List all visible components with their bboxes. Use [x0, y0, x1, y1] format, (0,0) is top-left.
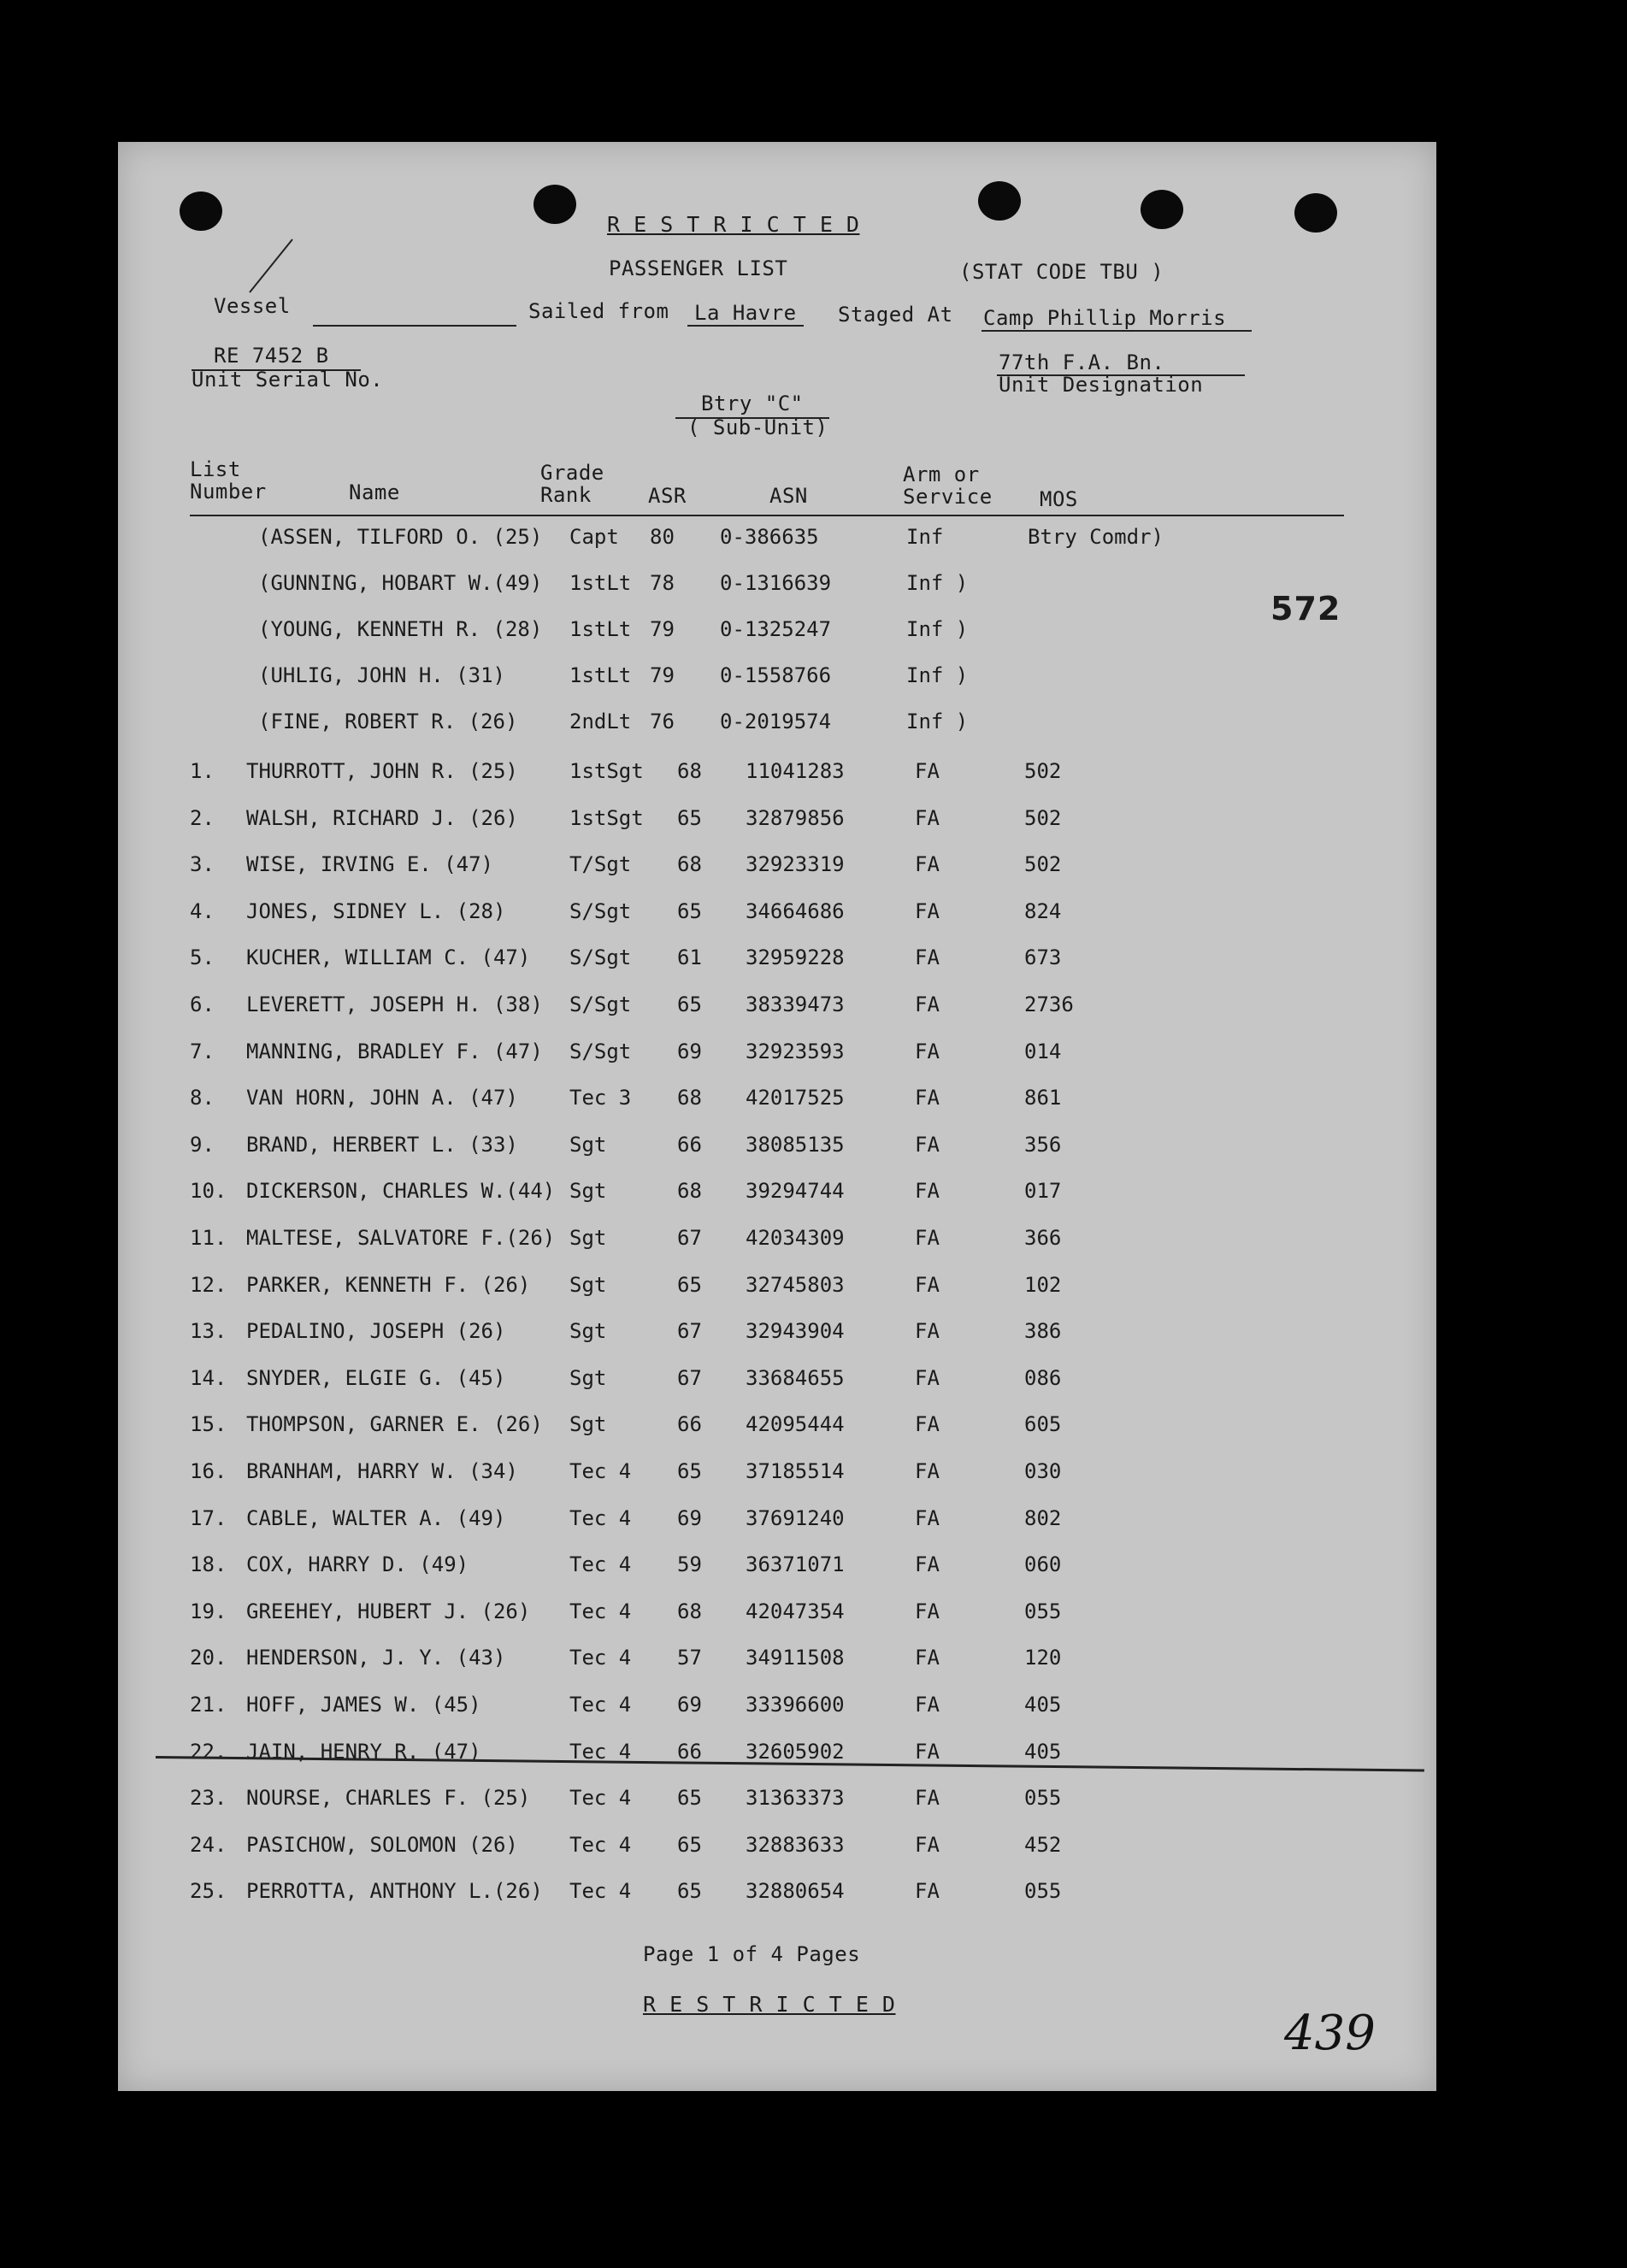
enlisted-mos: 502 — [1024, 759, 1062, 783]
enlisted-asr: 69 — [677, 1505, 702, 1530]
enlisted-arm: FA — [915, 1693, 940, 1717]
enlisted-arm: FA — [915, 805, 940, 830]
enlisted-grade: Tec 4 — [569, 1879, 632, 1904]
enlisted-name: THOMPSON, GARNER E. (26) — [246, 1412, 543, 1437]
enlisted-row — [118, 1599, 1436, 1637]
document-title: PASSENGER LIST — [609, 256, 788, 280]
col-mos: MOS — [1040, 487, 1078, 511]
enlisted-asr: 68 — [677, 852, 702, 877]
officer-arm: Inf ) — [906, 663, 969, 687]
enlisted-mos: 452 — [1024, 1832, 1062, 1857]
officer-asr: 80 — [650, 525, 675, 549]
stat-code: (STAT CODE TBU ) — [959, 260, 1164, 284]
col-arm-service: Arm or Service — [903, 462, 993, 509]
enlisted-asr: 68 — [677, 1599, 702, 1623]
enlisted-arm: FA — [915, 1226, 940, 1250]
enlisted-asr: 67 — [677, 1319, 702, 1344]
pencil-tick-mark — [246, 236, 298, 296]
enlisted-num: 15. — [190, 1412, 227, 1437]
enlisted-row — [118, 1273, 1436, 1311]
enlisted-asn: 32923319 — [746, 852, 845, 877]
enlisted-num: 9. — [190, 1132, 215, 1157]
enlisted-arm: FA — [915, 1739, 940, 1764]
enlisted-name: DICKERSON, CHARLES W.(44) — [246, 1179, 556, 1204]
officer-asn: 0-1316639 — [720, 571, 832, 595]
officer-asn: 0-1558766 — [720, 663, 832, 687]
officer-arm: Inf ) — [906, 571, 969, 595]
col-asr: ASR — [648, 484, 687, 508]
enlisted-grade: Tec 4 — [569, 1459, 632, 1483]
unit-designation-label: Unit Designation — [999, 373, 1204, 397]
enlisted-arm: FA — [915, 1599, 940, 1623]
enlisted-mos: 386 — [1024, 1319, 1062, 1344]
enlisted-mos: 014 — [1024, 1039, 1062, 1063]
enlisted-mos: 120 — [1024, 1646, 1062, 1670]
enlisted-grade: 1stSgt — [569, 805, 644, 830]
enlisted-asr: 69 — [677, 1039, 702, 1063]
sailed-label: Sailed from — [528, 299, 669, 323]
enlisted-name: MANNING, BRADLEY F. (47) — [246, 1039, 543, 1063]
officer-arm: Inf ) — [906, 710, 969, 733]
enlisted-arm: FA — [915, 1786, 940, 1811]
vessel-blank-line — [313, 325, 516, 327]
officer-grade: 1stLt — [569, 617, 632, 641]
enlisted-arm: FA — [915, 1459, 940, 1483]
enlisted-grade: Sgt — [569, 1412, 607, 1437]
enlisted-asr: 61 — [677, 945, 702, 970]
enlisted-grade: Sgt — [569, 1226, 607, 1250]
enlisted-asr: 66 — [677, 1412, 702, 1437]
enlisted-name: PEDALINO, JOSEPH (26) — [246, 1319, 506, 1344]
enlisted-arm: FA — [915, 852, 940, 877]
enlisted-asn: 37185514 — [746, 1459, 845, 1483]
unit-designation-value: 77th F.A. Bn. — [999, 351, 1165, 374]
enlisted-asr: 65 — [677, 1459, 702, 1483]
enlisted-asn: 11041283 — [746, 759, 845, 783]
enlisted-mos: 861 — [1024, 1086, 1062, 1110]
enlisted-arm: FA — [915, 993, 940, 1016]
enlisted-asn: 42034309 — [746, 1226, 845, 1250]
enlisted-asn: 42047354 — [746, 1599, 845, 1623]
enlisted-num: 25. — [190, 1879, 227, 1904]
enlisted-num: 14. — [190, 1365, 227, 1390]
enlisted-asn: 32923593 — [746, 1039, 845, 1063]
enlisted-asn: 32943904 — [746, 1319, 845, 1344]
officer-asr: 79 — [650, 663, 675, 687]
enlisted-name: SNYDER, ELGIE G. (45) — [246, 1365, 506, 1390]
officer-grade: 2ndLt — [569, 710, 632, 733]
enlisted-num: 23. — [190, 1786, 227, 1811]
enlisted-num: 6. — [190, 993, 215, 1016]
enlisted-row — [118, 993, 1436, 1030]
enlisted-num: 4. — [190, 898, 215, 923]
col-list-number: List Number — [190, 457, 267, 504]
enlisted-asn: 36371071 — [746, 1552, 845, 1577]
enlisted-asr: 65 — [677, 1832, 702, 1857]
enlisted-grade: Tec 4 — [569, 1552, 632, 1577]
enlisted-arm: FA — [915, 1039, 940, 1063]
officer-name: (YOUNG, KENNETH R. (28) — [258, 617, 543, 641]
officer-row — [118, 617, 1436, 655]
enlisted-asn: 32879856 — [746, 805, 845, 830]
officer-row — [118, 710, 1436, 747]
enlisted-arm: FA — [915, 1132, 940, 1157]
enlisted-arm: FA — [915, 1505, 940, 1530]
enlisted-asr: 69 — [677, 1693, 702, 1717]
enlisted-grade: T/Sgt — [569, 852, 632, 877]
enlisted-num: 19. — [190, 1599, 227, 1623]
officer-name: (FINE, ROBERT R. (26) — [258, 710, 518, 733]
enlisted-row — [118, 945, 1436, 983]
enlisted-name: PARKER, KENNETH F. (26) — [246, 1272, 531, 1297]
officer-asn: 0-1325247 — [720, 617, 832, 641]
enlisted-asr: 68 — [677, 759, 702, 783]
enlisted-num: 1. — [190, 759, 215, 783]
enlisted-grade: Tec 4 — [569, 1786, 632, 1811]
enlisted-grade: Tec 4 — [569, 1646, 632, 1670]
enlisted-row — [118, 1459, 1436, 1497]
officer-row — [118, 663, 1436, 701]
enlisted-asn: 33684655 — [746, 1365, 845, 1390]
enlisted-num: 17. — [190, 1505, 227, 1530]
enlisted-grade: 1stSgt — [569, 759, 644, 783]
enlisted-row — [118, 852, 1436, 890]
enlisted-asr: 65 — [677, 1879, 702, 1904]
officer-asr: 78 — [650, 571, 675, 595]
enlisted-mos: 030 — [1024, 1459, 1062, 1483]
enlisted-asr: 68 — [677, 1086, 702, 1110]
enlisted-grade: Tec 4 — [569, 1599, 632, 1623]
punch-hole — [1294, 193, 1337, 233]
enlisted-mos: 2736 — [1024, 993, 1074, 1016]
enlisted-asn: 38085135 — [746, 1132, 845, 1157]
enlisted-asn: 32745803 — [746, 1272, 845, 1297]
enlisted-grade: Tec 4 — [569, 1832, 632, 1857]
enlisted-asr: 66 — [677, 1132, 702, 1157]
officer-grade: 1stLt — [569, 571, 632, 595]
enlisted-grade: Sgt — [569, 1132, 607, 1157]
enlisted-mos: 802 — [1024, 1505, 1062, 1530]
enlisted-row — [118, 899, 1436, 937]
enlisted-name: PERROTTA, ANTHONY L.(26) — [246, 1879, 543, 1904]
enlisted-mos: 055 — [1024, 1879, 1062, 1904]
enlisted-asn: 38339473 — [746, 993, 845, 1016]
enlisted-row — [118, 1506, 1436, 1544]
enlisted-asr: 67 — [677, 1365, 702, 1390]
enlisted-arm: FA — [915, 1646, 940, 1670]
enlisted-name: GREEHEY, HUBERT J. (26) — [246, 1599, 531, 1623]
enlisted-grade: S/Sgt — [569, 993, 632, 1016]
enlisted-name: KUCHER, WILLIAM C. (47) — [246, 945, 531, 970]
enlisted-num: 18. — [190, 1552, 227, 1577]
sub-unit-label: ( Sub-Unit) — [687, 415, 828, 439]
enlisted-asn: 31363373 — [746, 1786, 845, 1811]
col-name: Name — [349, 480, 400, 504]
enlisted-row — [118, 1693, 1436, 1730]
enlisted-name: HOFF, JAMES W. (45) — [246, 1693, 481, 1717]
officer-asn: 0-2019574 — [720, 710, 832, 733]
enlisted-arm: FA — [915, 1879, 940, 1904]
enlisted-num: 12. — [190, 1272, 227, 1297]
enlisted-num: 21. — [190, 1693, 227, 1717]
officer-name: (GUNNING, HOBART W.(49) — [258, 571, 543, 595]
enlisted-asr: 59 — [677, 1552, 702, 1577]
enlisted-name: WISE, IRVING E. (47) — [246, 852, 493, 877]
officer-asr: 76 — [650, 710, 675, 733]
enlisted-asn: 39294744 — [746, 1179, 845, 1204]
enlisted-grade: Sgt — [569, 1179, 607, 1204]
punch-hole — [180, 191, 222, 231]
enlisted-asn: 32880654 — [746, 1879, 845, 1904]
document-sheet — [118, 142, 1436, 2091]
enlisted-num: 13. — [190, 1319, 227, 1344]
enlisted-mos: 405 — [1024, 1739, 1062, 1764]
enlisted-num: 20. — [190, 1646, 227, 1670]
officer-asr: 79 — [650, 617, 675, 641]
sub-unit-value: Btry "C" — [701, 392, 804, 415]
enlisted-grade: Sgt — [569, 1365, 607, 1390]
enlisted-name: JONES, SIDNEY L. (28) — [246, 898, 506, 923]
officer-grade: 1stLt — [569, 663, 632, 687]
enlisted-asr: 65 — [677, 805, 702, 830]
enlisted-row — [118, 1552, 1436, 1590]
enlisted-row — [118, 1086, 1436, 1123]
punch-hole — [978, 181, 1021, 221]
officer-arm: Inf ) — [906, 617, 969, 641]
enlisted-name: NOURSE, CHARLES F. (25) — [246, 1786, 531, 1811]
unit-serial-value: RE 7452 B — [214, 344, 329, 368]
enlisted-name: VAN HORN, JOHN A. (47) — [246, 1086, 518, 1110]
enlisted-asn: 37691240 — [746, 1505, 845, 1530]
enlisted-grade: Sgt — [569, 1272, 607, 1297]
enlisted-asr: 65 — [677, 993, 702, 1016]
enlisted-grade: S/Sgt — [569, 1039, 632, 1063]
enlisted-asr: 67 — [677, 1226, 702, 1250]
enlisted-mos: 605 — [1024, 1412, 1062, 1437]
enlisted-mos: 673 — [1024, 945, 1062, 970]
punch-hole — [1141, 190, 1183, 229]
enlisted-asn: 42017525 — [746, 1086, 845, 1110]
officer-name: (ASSEN, TILFORD O. (25) — [258, 525, 543, 549]
officer-arm: Inf — [906, 525, 944, 549]
enlisted-row — [118, 1319, 1436, 1357]
enlisted-mos: 405 — [1024, 1693, 1062, 1717]
enlisted-num: 24. — [190, 1832, 227, 1857]
enlisted-mos: 017 — [1024, 1179, 1062, 1204]
enlisted-mos: 824 — [1024, 898, 1062, 923]
vessel-label: Vessel — [214, 294, 291, 318]
staged-value: Camp Phillip Morris — [982, 306, 1252, 332]
enlisted-asr: 66 — [677, 1739, 702, 1764]
col-asn: ASN — [769, 484, 808, 508]
enlisted-grade: Tec 4 — [569, 1693, 632, 1717]
enlisted-arm: FA — [915, 1319, 940, 1344]
punch-hole — [533, 185, 576, 224]
enlisted-name: LEVERETT, JOSEPH H. (38) — [246, 993, 543, 1016]
enlisted-grade: Sgt — [569, 1319, 607, 1344]
enlisted-row — [118, 1786, 1436, 1823]
enlisted-name: CABLE, WALTER A. (49) — [246, 1505, 506, 1530]
enlisted-asr: 65 — [677, 1272, 702, 1297]
enlisted-grade: Tec 4 — [569, 1739, 632, 1764]
enlisted-asr: 65 — [677, 1786, 702, 1811]
enlisted-num: 7. — [190, 1039, 215, 1063]
enlisted-asr: 57 — [677, 1646, 702, 1670]
enlisted-num: 5. — [190, 945, 215, 970]
enlisted-row — [118, 1879, 1436, 1917]
enlisted-name: THURROTT, JOHN R. (25) — [246, 759, 518, 783]
enlisted-row — [118, 1833, 1436, 1870]
enlisted-arm: FA — [915, 1552, 940, 1577]
enlisted-row — [118, 1133, 1436, 1170]
enlisted-asn: 33396600 — [746, 1693, 845, 1717]
enlisted-mos: 366 — [1024, 1226, 1062, 1250]
enlisted-num: 16. — [190, 1459, 227, 1483]
enlisted-asn: 34664686 — [746, 898, 845, 923]
enlisted-name: BRAND, HERBERT L. (33) — [246, 1132, 518, 1157]
enlisted-name: JAIN, HENRY R. (47) — [246, 1739, 481, 1764]
enlisted-grade: S/Sgt — [569, 945, 632, 970]
enlisted-row — [118, 1226, 1436, 1264]
enlisted-arm: FA — [915, 898, 940, 923]
enlisted-asn: 32605902 — [746, 1739, 845, 1764]
enlisted-arm: FA — [915, 1412, 940, 1437]
enlisted-row — [118, 1646, 1436, 1683]
stamp-number: 572 — [1270, 590, 1341, 627]
header-rule — [190, 515, 1344, 516]
officer-row — [118, 525, 1436, 563]
enlisted-mos: 055 — [1024, 1786, 1062, 1811]
enlisted-num: 10. — [190, 1179, 227, 1204]
enlisted-mos: 086 — [1024, 1365, 1062, 1390]
enlisted-row — [118, 1179, 1436, 1216]
officer-row — [118, 571, 1436, 609]
enlisted-asn: 32959228 — [746, 945, 845, 970]
enlisted-num: 8. — [190, 1086, 215, 1110]
enlisted-name: BRANHAM, HARRY W. (34) — [246, 1459, 518, 1483]
enlisted-asn: 32883633 — [746, 1832, 845, 1857]
restricted-footer: R E S T R I C T E D — [643, 1992, 896, 2017]
officer-asn: 0-386635 — [720, 525, 819, 549]
enlisted-arm: FA — [915, 945, 940, 970]
enlisted-grade: S/Sgt — [569, 898, 632, 923]
enlisted-arm: FA — [915, 1272, 940, 1297]
staged-label: Staged At — [838, 303, 953, 327]
enlisted-name: COX, HARRY D. (49) — [246, 1552, 469, 1577]
enlisted-num: 3. — [190, 852, 215, 877]
enlisted-num: 22. — [190, 1739, 227, 1764]
officer-grade: Capt — [569, 525, 619, 549]
unit-serial-label: Unit Serial No. — [192, 368, 384, 392]
enlisted-arm: FA — [915, 1832, 940, 1857]
officer-name: (UHLIG, JOHN H. (31) — [258, 663, 505, 687]
enlisted-arm: FA — [915, 1365, 940, 1390]
enlisted-mos: 060 — [1024, 1552, 1062, 1577]
enlisted-mos: 102 — [1024, 1272, 1062, 1297]
enlisted-row — [118, 1040, 1436, 1077]
enlisted-arm: FA — [915, 759, 940, 783]
enlisted-num: 11. — [190, 1226, 227, 1250]
enlisted-arm: FA — [915, 1179, 940, 1204]
enlisted-mos: 055 — [1024, 1599, 1062, 1623]
enlisted-asr: 68 — [677, 1179, 702, 1204]
enlisted-arm: FA — [915, 1086, 940, 1110]
enlisted-name: MALTESE, SALVATORE F.(26) — [246, 1226, 556, 1250]
enlisted-asn: 42095444 — [746, 1412, 845, 1437]
enlisted-mos: 356 — [1024, 1132, 1062, 1157]
enlisted-asr: 65 — [677, 898, 702, 923]
enlisted-row — [118, 1412, 1436, 1450]
enlisted-name: HENDERSON, J. Y. (43) — [246, 1646, 506, 1670]
page-indicator: Page 1 of 4 Pages — [643, 1942, 861, 1966]
enlisted-mos: 502 — [1024, 805, 1062, 830]
restricted-header: R E S T R I C T E D — [607, 212, 860, 237]
enlisted-name: WALSH, RICHARD J. (26) — [246, 805, 518, 830]
enlisted-row — [118, 806, 1436, 844]
enlisted-asn: 34911508 — [746, 1646, 845, 1670]
enlisted-mos: 502 — [1024, 852, 1062, 877]
col-grade-rank: Grade Rank — [540, 461, 604, 507]
enlisted-row — [118, 1366, 1436, 1404]
handwritten-number: 439 — [1284, 2006, 1376, 2061]
enlisted-row — [118, 759, 1436, 797]
sailed-value: La Havre — [687, 301, 804, 327]
enlisted-grade: Tec 4 — [569, 1505, 632, 1530]
enlisted-name: PASICHOW, SOLOMON (26) — [246, 1832, 518, 1857]
enlisted-num: 2. — [190, 805, 215, 830]
enlisted-grade: Tec 3 — [569, 1086, 632, 1110]
officer-mos: Btry Comdr) — [1028, 525, 1164, 549]
